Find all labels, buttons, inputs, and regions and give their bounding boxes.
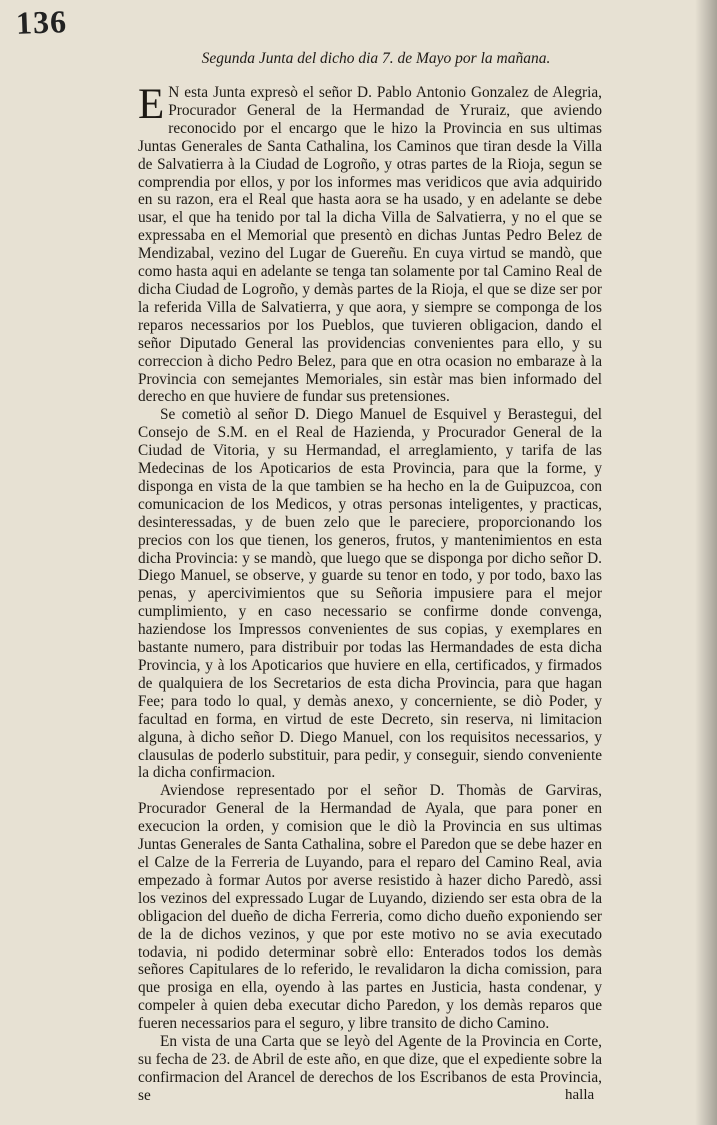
paragraph-2: Se cometiò al señor D. Diego Manuel de Esquivel y Berastegui, del Consejo de S.M. en el Real de Hazienda, y Procurador General de la Ciudad de Vitoria, y su Hermandad, el arreglamiento, y tarifa de las Medecinas de los Apoticarios de esta Provincia, para que la forme, y disponga en vista de la que tambien se ha hecho en la de Guipuzcoa, con comunicacion de los Medicos, y otras personas inteligentes, y practicas, desinteressadas, y de buen zelo que le pareciere, proporcionando los precios con los que tienen, los generos, frutos, y mantenimientos en esta dicha Provincia: y se mandò, que luego que se disponga por dicho señor D. Diego Manuel, se observe, y guarde su tenor en todo, y por todo, baxo las penas, y apercivimientos que su Señoria impusiere para el mejor cumplimiento, y en caso necessario se confirme donde convenga, haziendose los Impressos convenientes de sus copias, y exemplares en bastante numero, para distribuir por todas las Hermandades de esta dicha Provincia, y à los Apoticarios que huviere en ella, certificados, y firmados de qualquiera de los Secretarios de esta dicha Provincia, para que hagan Fee; para todo lo qual, y demàs anexo, y concerniente, se diò Poder, y facultad en forma, en virtud de este Decreto, sin reserva, ni limitacion alguna, à dicho señor D. Diego Manuel, con los requisitos necessarios, y clausulas de poderlo substituir, para pedir, y conseguir, siendo conveniente la dicha confirmacion. (138, 406, 602, 782)
paragraph-3: Aviendose representado por el señor D. Thomàs de Garviras, Procurador General de la Hermandad de Ayala, que para poner en execucion la orden, y comision que le diò la Provincia en sus ultimas Juntas Generales de Santa Cathalina, sobre el Paredon que se debe hazer en el Calze de la Ferreria de Luyando, para el reparo del Camino Real, avia empezado à formar Autos por averse resistido à hazer dicho Paredò, assi los vezinos del expressado Lugar de Luyando, diziendo ser esta obra de la obligacion del dueño de dicha Ferreria, como dicho dueño exponiendo ser de la de dichos vezinos, y que por este motivo no se avia executado todavia, ni podido determinar sobrè ello: Enterados todos los demàs señores Capitulares de lo referido, le revalidaron la dicha comission, para que prosiga en ella, oyendo à las partes en Justicia, hasta condenar, y compeler à quien deba executar dicho Paredon, y los demàs reparos que fueren necessarios para el seguro, y libre transito de dicho Camino. (138, 782, 602, 1033)
document-body (138, 81, 602, 1105)
paragraph-1 (138, 81, 602, 406)
page-number: 136 (15, 3, 68, 41)
section-heading: Segunda Junta del dicho dia 7. de Mayo por la mañana. (201, 50, 551, 67)
drop-cap: E (138, 81, 165, 128)
page-edge-shadow (695, 0, 717, 1125)
catchword: halla (565, 1087, 595, 1103)
paragraph-1-text: N esta Junta expresò el señor D. Pablo Antonio Gonzalez de Alegria, Procurador General de la Hermandad de Yruraiz, que aviendo reconocido por el encargo que le hizo la Provincia en sus ultimas Juntas Generales de Santa Cathalina, los Caminos que tiran desde la Villa de Salvatierra à la Ciudad de Logroño, y otras partes de la Rioja, segun se comprendia por ellos, y por los informes mas veridicos que avia adquirido en su razon, era el Real que hasta aora se ha usado, y en adelante se debe usar, el que ha tenido por tal la dicha Villa de Salvatierra, y no el que se expressaba en el Memorial que presentò en dichas Juntas Pedro Belez de Mendizabal, vezino del Lugar de Guereñu. En cuya virtud se mandò, que como hasta aqui en adelante se tenga tan solamente por tal Camino Real de dicha Ciudad de Logroño, y demàs partes de la Rioja, el que se dize ser por la referida Villa de Salvatierra, y que aora, y siempre se componga de los reparos necessarios por los Pueblos, que tuvieren obligacion, dando el señor Diputado General las providencias convenientes para ello, y su correccion à dicho Pedro Belez, para que en otra ocasion no embaraze à la Provincia con semejantes Memoriales, sin estàr mas bien informado del derecho en que huviere de fundar sus pretensiones. (138, 84, 602, 406)
paragraph-4: En vista de una Carta que se leyò del Agente de la Provincia en Corte, su fecha de 23. de Abril de este año, en que dize, que el expediente sobre la confirmacion del Arancel de derechos de los Escribanos de esta Provincia, se (138, 1033, 602, 1104)
